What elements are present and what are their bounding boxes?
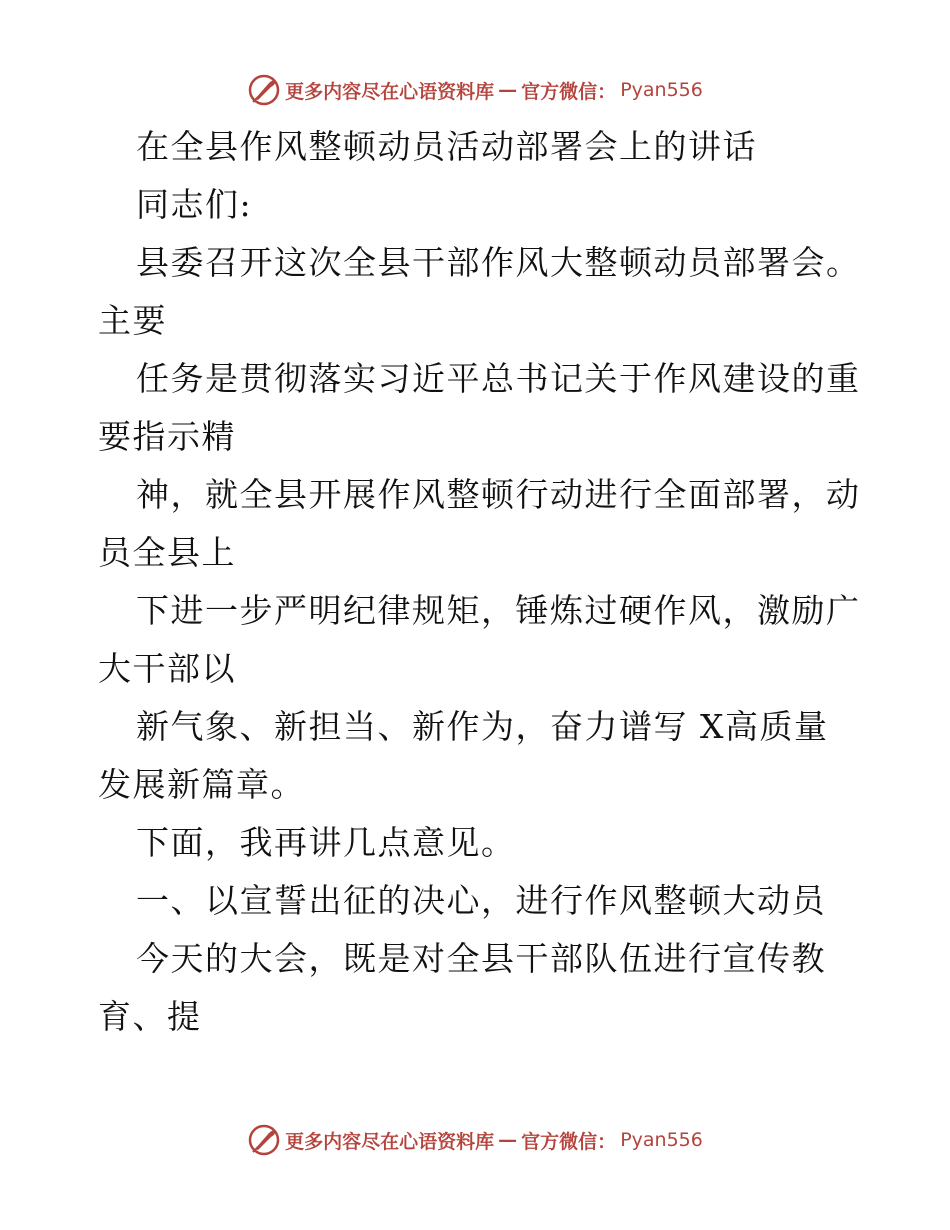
watermark-dash: —	[498, 79, 518, 101]
section-heading: 一、以宣誓出征的决心，进行作风整顿大动员	[136, 881, 826, 920]
text-line: 县委召开这次全县干部作风大整顿动员部署会。	[136, 243, 861, 282]
watermark-wechat-label: 官方微信：	[521, 80, 617, 103]
text-line: 员全县上	[98, 533, 236, 572]
text-line: 今天的大会，既是对全县干部队伍进行宣传教	[136, 939, 826, 978]
watermark-wechat-id: Pyan556	[620, 79, 703, 101]
text-line: 下进一步严明纪律规矩，锤炼过硬作风，激励广	[136, 591, 861, 630]
footer-watermark	[0, 1120, 950, 1160]
text-line: 神，就全县开展作风整顿行动进行全面部署，动	[136, 475, 861, 514]
text-line: 要指示精	[98, 417, 236, 456]
document-title: 在全县作风整顿动员活动部署会上的讲话	[136, 127, 757, 166]
watermark-wechat-id: Pyan556	[620, 1129, 703, 1151]
text-line: 育、提	[98, 997, 202, 1036]
text-line: 同志们:	[136, 185, 253, 224]
text-line: 下面，我再讲几点意见。	[136, 823, 516, 862]
watermark-dash: —	[498, 1129, 518, 1151]
text-line: 任务是贯彻落实习近平总书记关于作风建设的重	[136, 359, 861, 398]
quill-pen-logo-icon	[247, 1123, 281, 1157]
document-body	[98, 118, 868, 1046]
watermark-site-text: 更多内容尽在心语资料库	[285, 80, 495, 103]
text-line: 新气象、新担当、新作为，奋力谱写 X高质量	[136, 707, 829, 746]
header-watermark	[0, 70, 950, 110]
watermark-wechat-label: 官方微信：	[521, 1130, 617, 1153]
text-line: 发展新篇章。	[98, 765, 305, 804]
quill-pen-logo-icon	[247, 73, 281, 107]
text-line: 大干部以	[98, 649, 236, 688]
text-line: 主要	[98, 301, 167, 340]
watermark-site-text: 更多内容尽在心语资料库	[285, 1130, 495, 1153]
